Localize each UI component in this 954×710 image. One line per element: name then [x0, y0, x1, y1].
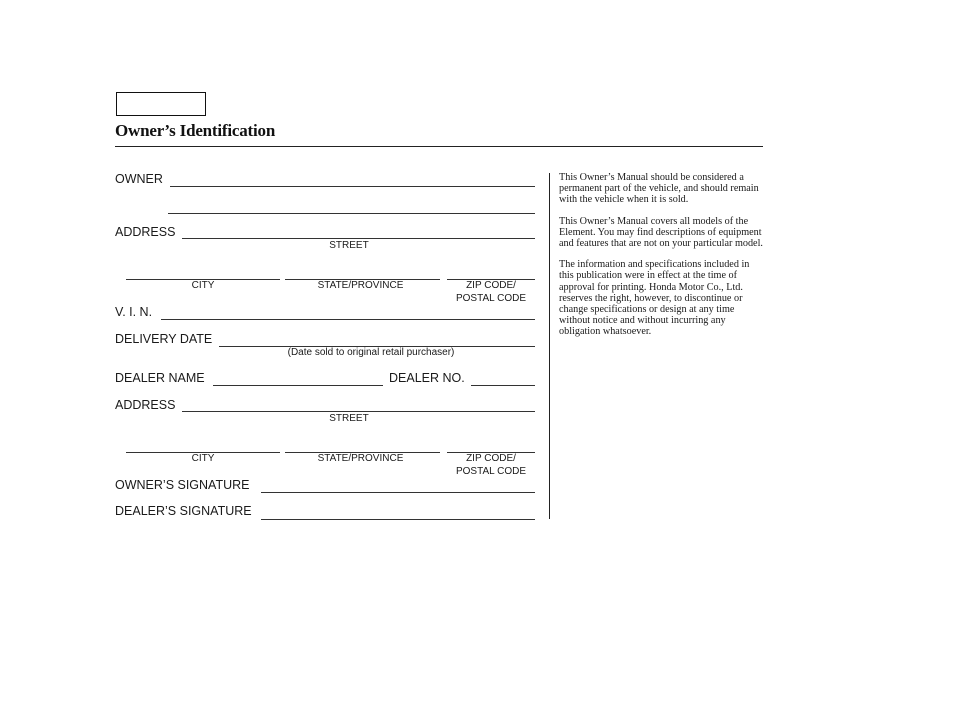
page-title: Owner’s Identification — [115, 121, 276, 140]
dealer-no-label: DEALER NO. — [389, 371, 465, 385]
dealer-address-label: ADDRESS — [115, 398, 176, 412]
owner-state-caption: STATE/PROVINCE — [317, 280, 404, 291]
column-divider — [549, 173, 550, 519]
dealer-zip-caption-line2: POSTAL CODE — [455, 466, 526, 477]
owner-signature-field[interactable] — [261, 492, 535, 493]
dealer-zip-caption-line1: ZIP CODE/ — [466, 453, 516, 464]
delivery-date-caption: (Date sold to original retail purchaser) — [287, 347, 455, 358]
note-paragraph: The information and specifications included in this publication were in effect at the time of approval for printing. Honda Motor Co., Ltd. reserves the right, however, to discontinue or change specifications or design at any time without notice and without incurring any obligation whatsoever. — [559, 259, 750, 338]
delivery-date-label: DELIVERY DATE — [115, 332, 213, 346]
owner-field[interactable] — [170, 186, 535, 187]
dealer-city-caption: CITY — [191, 453, 215, 464]
title-divider — [115, 146, 763, 147]
owner-label: OWNER — [115, 172, 163, 186]
owner-street-caption: STREET — [329, 240, 369, 251]
note-paragraph: This Owner’s Manual covers all models of the Element. You may find descriptions of equipment and features that are not on your particular model. — [559, 215, 763, 250]
section-tab-box — [116, 92, 206, 116]
dealer-signature-field[interactable] — [261, 519, 535, 520]
dealer-street-field[interactable] — [182, 411, 535, 412]
vin-field[interactable] — [161, 319, 535, 320]
dealer-no-field[interactable] — [471, 385, 535, 386]
dealer-street-caption: STREET — [329, 413, 369, 424]
notes-column — [559, 172, 764, 348]
note-paragraph: This Owner’s Manual should be considered a permanent part of the vehicle, and should remain with the vehicle when it is sold. — [559, 172, 759, 206]
dealer-name-label: DEALER NAME — [115, 371, 205, 385]
dealer-state-caption: STATE/PROVINCE — [317, 453, 404, 464]
owner-city-caption: CITY — [191, 280, 215, 291]
vin-label: V. I. N. — [115, 305, 153, 319]
owner-address-label: ADDRESS — [115, 225, 176, 239]
owner-zip-caption-line1: ZIP CODE/ — [466, 280, 516, 291]
dealer-signature-label: DEALER’S SIGNATURE — [115, 504, 252, 518]
owner-street-field[interactable] — [182, 238, 535, 239]
owner-signature-label: OWNER’S SIGNATURE — [115, 478, 250, 492]
dealer-name-field[interactable] — [213, 385, 383, 386]
owner-zip-caption-line2: POSTAL CODE — [455, 293, 526, 304]
owner-field-line2[interactable] — [168, 213, 535, 214]
